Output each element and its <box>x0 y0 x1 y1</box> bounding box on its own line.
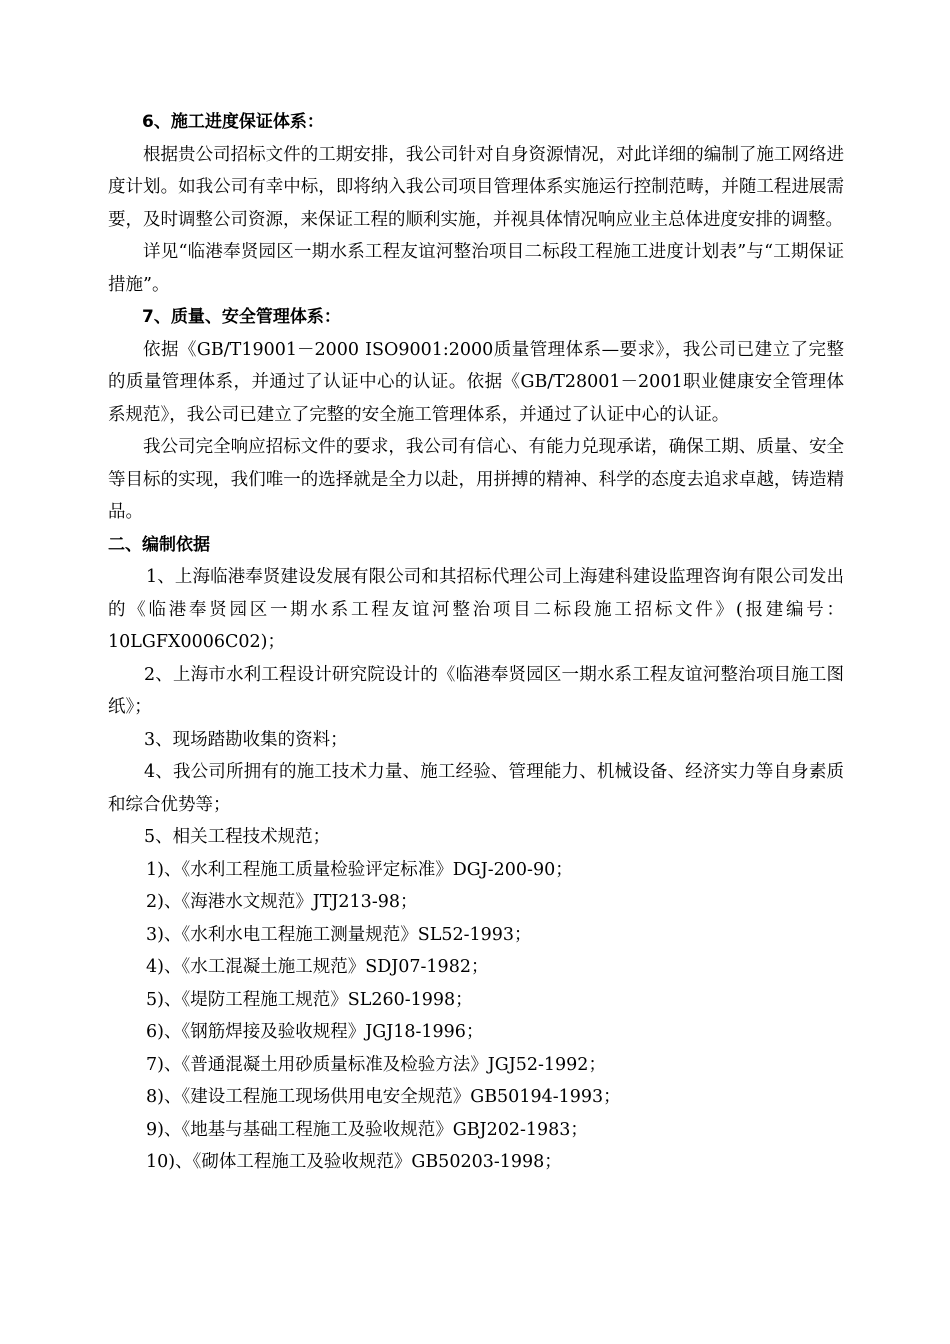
norm-item: 6)、《钢筋焊接及验收规程》JGJ18-1996； <box>146 1022 484 1042</box>
norm-item: 5)、《堤防工程施工规范》SL260-1998； <box>146 989 473 1010</box>
section-7-paragraph-2: 我公司完全响应招标文件的要求，我公司有信心、有能力兑现承诺，确保工期、质量、安全等目标的实现，我们唯一的选择就是全力以赴，用拼搏的精神、科学的态度去追求卓越，铸造精品。 <box>108 437 844 522</box>
section-6-heading: 6、施工进度保证体系： <box>142 112 324 132</box>
section-6-paragraph-2: 详见“临港奉贤园区一期水系工程友谊河整治项目二标段工程施工进度计划表”与“工期保证措施”。 <box>108 242 844 295</box>
norm-item: 9)、《地基与基础工程施工及验收规范》GBJ202-1983； <box>146 1119 588 1140</box>
norm-item: 10)、《砌体工程施工及验收规范》GB50203-1998； <box>146 1152 562 1172</box>
basis-item-4: 4、我公司所拥有的施工技术力量、施工经验、管理能力、机械设备、经济实力等自身素质和综合优势等； <box>108 762 844 815</box>
norm-item: 7)、《普通混凝土用砂质量标准及检验方法》JGJ52-1992； <box>146 1054 606 1075</box>
basis-item-3: 3、现场踏勘收集的资料； <box>144 729 348 750</box>
norm-item: 4)、《水工混凝土施工规范》SDJ07-1982； <box>146 957 489 977</box>
norm-item: 2)、《海港水文规范》JTJ213-98； <box>146 892 418 912</box>
section-6-paragraph-1: 根据贵公司招标文件的工期安排，我公司针对自身资源情况，对此详细的编制了施工网络进度计划。如我公司有幸中标，即将纳入我公司项目管理体系实施运行控制范畴，并随工程进展需要，及时调整公司资源，来保证工程的顺利实施，并视具体情况响应业主总体进度安排的调整。 <box>108 144 844 230</box>
basis-item-1: 1、上海临港奉贤建设发展有限公司和其招标代理公司上海建科建设监理咨询有限公司发出的《临港奉贤园区一期水系工程友谊河整治项目二标段施工招标文件》(报建编号：10LGFX0006C02)； <box>108 567 844 652</box>
norm-item: 3)、《水利水电工程施工测量规范》SL52-1993； <box>146 924 532 945</box>
norm-item: 8)、《建设工程施工现场供用电安全规范》GB50194-1993； <box>146 1087 621 1107</box>
basis-item-2: 2、上海市水利工程设计研究院设计的《临港奉贤园区一期水系工程友谊河整治项目施工图纸》； <box>108 664 844 717</box>
basis-heading: 二、编制依据 <box>108 534 210 555</box>
section-7-heading: 7、质量、安全管理体系： <box>142 307 341 327</box>
norm-item: 1)、《水利工程施工质量检验评定标准》DGJ-200-90； <box>146 859 573 880</box>
basis-item-5: 5、相关工程技术规范； <box>144 827 331 847</box>
document-page <box>108 106 844 1179</box>
section-7-paragraph-1: 依据《GB/T19001－2000 ISO9001:2000质量管理体系—要求》，我公司已建立了完整的质量管理体系，并通过了认证中心的认证。依据《GB/T28001－2001职业健康安全管理体系规范》，我公司已建立了完整的安全施工管理体系，并通过了认证中心的认证。 <box>108 339 844 425</box>
